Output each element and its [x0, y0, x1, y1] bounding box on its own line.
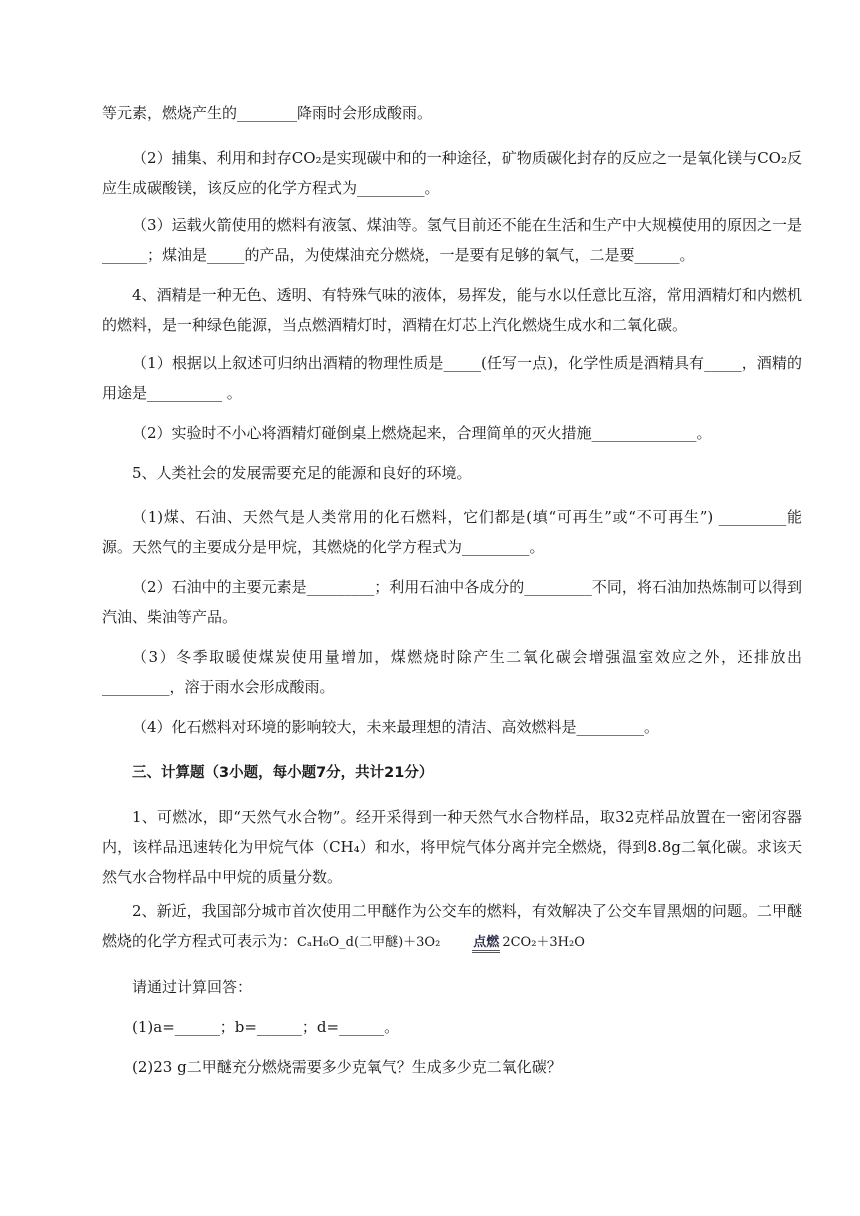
question-4-part-2: （2）实验时不小心将酒精灯碰倒桌上燃烧起来，合理简单的灭火措施______________。: [132, 424, 712, 442]
question-5-part-2: （2）石油中的主要元素是_________；利用石油中各成分的_________不同，将石油加热炼制可以得到汽油、柴油等产品。: [102, 578, 802, 626]
question-5-part-4: （4）化石燃料对环境的影响较大，未来最理想的清洁、高效燃料是_________。: [132, 718, 660, 736]
question-5-stem: 5、人类社会的发展需要充足的能源和良好的环境。: [132, 464, 472, 482]
section-heading-calculation: 三、计算题（3小题，每小题7分，共计21分）: [132, 765, 434, 781]
question-4-part-1: （1）根据以上叙述可归纳出酒精的物理性质是_____(任写一点)，化学性质是酒精具有_____，酒精的用途是__________ 。: [102, 354, 802, 402]
question-3-part-3: （3）运载火箭使用的燃料有液氢、煤油等。氢气目前还不能在生活和生产中大规模使用的原因之一是______；煤油是_____的产品，为使煤油充分燃烧，一是要有足够的氧气，二是要______。: [102, 216, 802, 264]
calc-question-2-stem: 2、新近，我国部分城市首次使用二甲醚作为公交车的燃料，有效解决了公交车冒黑烟的问题。二甲醚燃烧的化学方程式可表示为：: [102, 902, 802, 950]
calc-question-2-part-2: (2)23 g二甲醚充分燃烧需要多少克氧气？生成多少克二氧化碳？: [132, 1058, 562, 1076]
equation-right: 2CO₂＋3H₂O: [502, 935, 585, 950]
reaction-condition: [440, 926, 502, 956]
equation-left: CₐH₆O_d(二甲醚)＋3O₂: [297, 935, 441, 950]
calc-question-2-part-1: (1)a=______；b=______；d=______。: [132, 1018, 400, 1036]
reaction-condition-label: 点燃: [472, 935, 500, 953]
question-4-stem: 4、酒精是一种无色、透明、有特殊气味的液体，易挥发，能与水以任意比互溶，常用酒精灯和内燃机的燃料，是一种绿色能源，当点燃酒精灯时，酒精在灯芯上汽化燃烧生成水和二氧化碳。: [102, 286, 802, 334]
question-5-part-3: （3）冬季取暖使煤炭使用量增加，煤燃烧时除产生二氧化碳会增强温室效应之外，还排放出_________，溶于雨水会形成酸雨。: [102, 648, 802, 696]
calc-question-2-prompt: 请通过计算回答：: [132, 978, 253, 996]
calc-question-2: [102, 896, 802, 958]
question-3-part-1-tail: 等元素，燃烧产生的________降雨时会形成酸雨。: [102, 104, 433, 122]
question-3-part-2: （2）捕集、利用和封存CO₂是实现碳中和的一种途径，矿物质碳化封存的反应之一是氧化镁与CO₂反应生成碳酸镁，该反应的化学方程式为_________。: [102, 149, 802, 197]
calc-question-1: 1、可燃冰，即“天然气水合物”。经开采得到一种天然气水合物样品，取32克样品放置在一密闭容器内，该样品迅速转化为甲烷气体（CH₄）和水，将甲烷气体分离并完全燃烧，得到8.8g二氧化碳。求该天然气水合物样品中甲烷的质量分数。: [102, 808, 802, 886]
question-5-part-1: （1)煤、石油、天然气是人类常用的化石燃料，它们都是(填“可再生”或“不可再生”) _________能源。天然气的主要成分是甲烷，其燃烧的化学方程式为_________。: [102, 508, 802, 556]
